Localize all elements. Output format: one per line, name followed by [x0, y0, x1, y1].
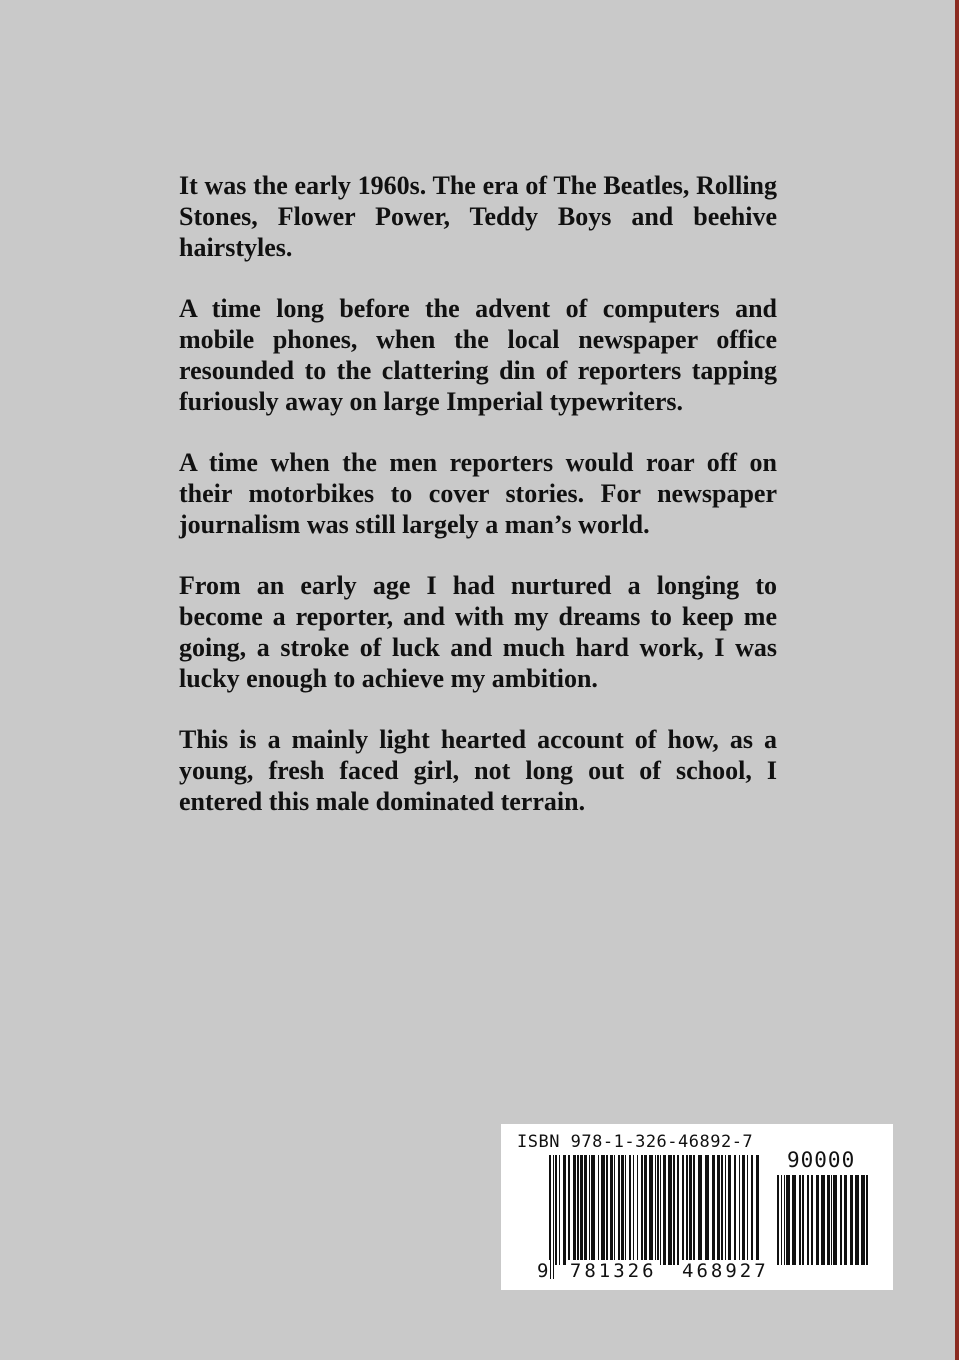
barcode-bar	[663, 1155, 666, 1265]
barcode-bar	[618, 1155, 620, 1265]
barcode-bar	[747, 1155, 748, 1265]
barcode-bar	[855, 1175, 859, 1265]
barcode-bar	[816, 1175, 819, 1265]
barcode-bar	[606, 1155, 608, 1265]
barcode-bar	[698, 1155, 702, 1265]
barcode-bar	[850, 1175, 853, 1265]
barcode-bar	[625, 1155, 626, 1265]
barcode-bar	[573, 1155, 576, 1265]
barcode-bar	[777, 1175, 779, 1265]
blurb-paragraph-3: A time when the men reporters would roar off on their motorbikes to cover stories. For newspaper journalism was still largely a man’s world.	[179, 448, 777, 539]
barcode-bar	[717, 1155, 720, 1265]
barcode-bar	[682, 1155, 684, 1265]
barcode-bar	[712, 1155, 715, 1265]
barcode-bar	[721, 1155, 723, 1265]
barcode-bar	[725, 1155, 726, 1265]
barcode-bar	[677, 1155, 679, 1265]
barcode-bar	[563, 1155, 566, 1265]
barcode-bar	[673, 1155, 675, 1265]
cover-right-edge	[955, 0, 959, 1360]
barcode-bar	[568, 1155, 570, 1265]
barcode-bar	[629, 1155, 631, 1265]
barcode-bar	[784, 1175, 785, 1265]
blurb-paragraph-1: It was the early 1960s. The era of The Beatles, Rolling Stones, Flower Power, Teddy Boys and beehive hairstyles.	[179, 171, 777, 262]
barcode-bar	[802, 1175, 804, 1265]
barcode-bar	[689, 1155, 692, 1265]
barcode-bar	[577, 1155, 579, 1265]
barcode-bar	[786, 1175, 790, 1265]
price-code: 90000	[787, 1148, 856, 1172]
barcode-bar	[580, 1155, 583, 1265]
barcode-bar	[614, 1155, 615, 1265]
barcode-bar	[589, 1155, 590, 1265]
barcode-bar	[633, 1155, 634, 1265]
barcode-bar	[598, 1155, 599, 1265]
back-cover-blurb	[179, 170, 777, 847]
blurb-paragraph-2: A time long before the advent of computers and mobile phones, when the local newspaper office resounded to the clattering din of reporters tapping furiously away on large Imperial typewriters.	[179, 294, 777, 416]
barcode-bar	[811, 1175, 813, 1265]
barcode-bar	[742, 1155, 745, 1265]
barcode-digits	[535, 1260, 771, 1282]
barcode-digits-right: 468927	[682, 1260, 769, 1282]
barcode-bar	[610, 1155, 613, 1265]
blurb-paragraph-5: This is a mainly light hearted account of how, as a young, fresh faced girl, not long out of school, I entered this male dominated terrain.	[179, 725, 777, 816]
isbn-label: ISBN 978-1-326-46892-7	[517, 1132, 754, 1152]
barcode-bar	[739, 1155, 740, 1265]
barcode-bar	[861, 1175, 865, 1265]
barcode-bar	[827, 1175, 830, 1265]
barcode-bar	[660, 1155, 661, 1265]
barcode-bar	[799, 1175, 801, 1265]
barcode-bar	[831, 1175, 832, 1265]
barcode-bar	[601, 1155, 605, 1265]
barcode-bar	[668, 1155, 672, 1265]
barcode-bar	[728, 1155, 731, 1265]
addon-barcode-bars	[777, 1175, 869, 1279]
barcode-bar	[584, 1155, 587, 1265]
barcode-bar	[641, 1155, 643, 1265]
barcode-bar	[591, 1155, 595, 1265]
barcode-bar	[693, 1155, 695, 1265]
barcode-bar	[833, 1175, 837, 1265]
barcode-bar	[705, 1155, 709, 1265]
barcode-bar	[844, 1175, 847, 1265]
barcode-bar	[821, 1175, 825, 1265]
barcode-digit-first: 9	[537, 1260, 549, 1282]
barcode-bar	[621, 1155, 624, 1265]
barcode-bar	[559, 1155, 560, 1265]
blurb-paragraph-4: From an early age I had nurtured a longing to become a reporter, and with my dreams to keep me going, a stroke of luck and much hard work, I was lucky enough to achieve my ambition.	[179, 571, 777, 693]
barcode-bar	[644, 1155, 647, 1265]
barcode-bar	[840, 1175, 842, 1265]
barcode-bar	[734, 1155, 736, 1265]
barcode-bar	[866, 1175, 868, 1265]
barcode-digits-left: 781326	[569, 1260, 657, 1282]
barcode-bar	[686, 1155, 688, 1265]
barcode-bar	[637, 1155, 638, 1265]
barcode-bar	[792, 1175, 796, 1265]
barcode-bar	[555, 1155, 557, 1265]
barcode-bar	[781, 1175, 782, 1265]
barcode-bar	[807, 1175, 809, 1265]
isbn-barcode	[501, 1124, 893, 1290]
